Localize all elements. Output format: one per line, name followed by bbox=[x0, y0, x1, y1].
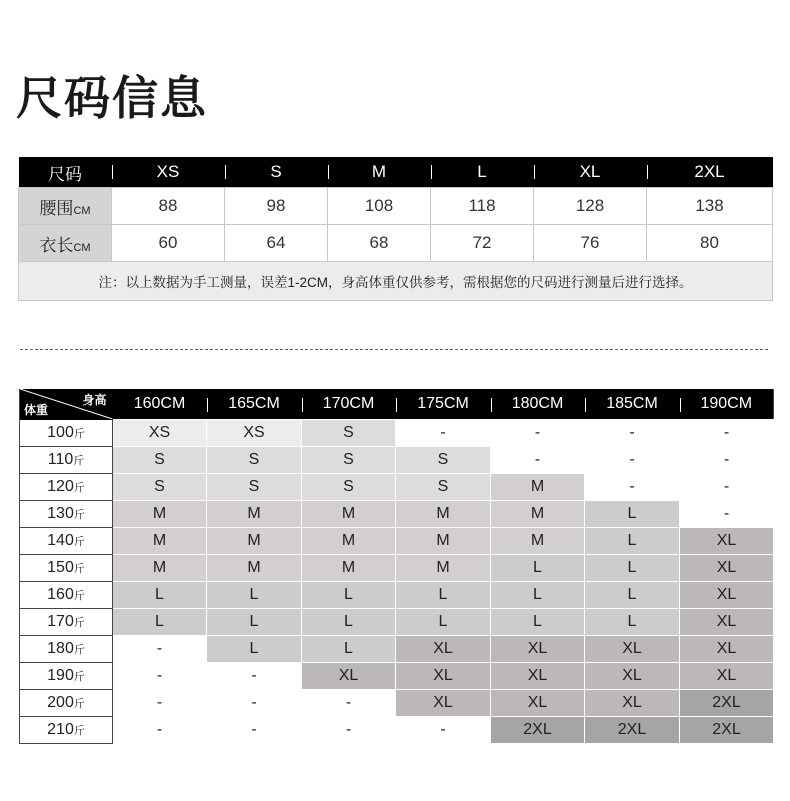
length-value: 60 bbox=[112, 225, 225, 262]
corner-weight-label: 体重 bbox=[24, 403, 49, 418]
size-measurement-table bbox=[18, 157, 773, 301]
size-cell: S bbox=[302, 420, 396, 447]
weight-row bbox=[20, 636, 774, 663]
weight-label: 140斤 bbox=[20, 528, 113, 555]
size-grid bbox=[20, 420, 774, 744]
size-cell: S bbox=[396, 474, 491, 501]
weight-row bbox=[20, 528, 774, 555]
size-cell: - bbox=[585, 420, 680, 447]
size-cell: L bbox=[491, 609, 585, 636]
size-cell: XL bbox=[680, 636, 774, 663]
length-label: 衣长CM bbox=[19, 225, 112, 262]
weight-label: 200斤 bbox=[20, 690, 113, 717]
size-cell: XL bbox=[396, 636, 491, 663]
weight-row bbox=[20, 555, 774, 582]
size-cell: L bbox=[302, 609, 396, 636]
size-cell: XL bbox=[585, 690, 680, 717]
size-cell: S bbox=[302, 474, 396, 501]
size-cell: - bbox=[113, 663, 207, 690]
size-cell: - bbox=[207, 690, 302, 717]
size-cell: L bbox=[396, 582, 491, 609]
header-size-2xl: 2XL bbox=[647, 157, 773, 188]
weight-label: 190斤 bbox=[20, 663, 113, 690]
size-cell: M bbox=[207, 501, 302, 528]
weight-row bbox=[20, 420, 774, 447]
height-185: 185CM bbox=[585, 389, 680, 420]
weight-label: 100斤 bbox=[20, 420, 113, 447]
size-cell: 2XL bbox=[491, 717, 585, 744]
weight-row bbox=[20, 609, 774, 636]
size-cell: XL bbox=[680, 528, 774, 555]
header-size-s: S bbox=[225, 157, 328, 188]
size-cell: XL bbox=[396, 663, 491, 690]
length-value: 64 bbox=[225, 225, 328, 262]
size-header-row bbox=[19, 157, 773, 188]
size-cell: S bbox=[396, 447, 491, 474]
size-cell: L bbox=[585, 582, 680, 609]
size-cell: 2XL bbox=[585, 717, 680, 744]
size-cell: - bbox=[302, 690, 396, 717]
size-cell: - bbox=[207, 717, 302, 744]
size-cell: XL bbox=[396, 690, 491, 717]
header-size-xs: XS bbox=[112, 157, 225, 188]
size-cell: S bbox=[207, 474, 302, 501]
dashed-divider bbox=[20, 349, 768, 350]
size-cell: - bbox=[396, 420, 491, 447]
size-cell: M bbox=[396, 528, 491, 555]
waist-value: 118 bbox=[431, 188, 534, 225]
size-cell: L bbox=[491, 582, 585, 609]
size-cell: S bbox=[302, 447, 396, 474]
size-cell: - bbox=[302, 717, 396, 744]
size-cell: M bbox=[207, 528, 302, 555]
size-cell: XL bbox=[680, 663, 774, 690]
size-cell: M bbox=[396, 501, 491, 528]
size-cell: XL bbox=[680, 609, 774, 636]
size-cell: M bbox=[491, 528, 585, 555]
corner-height-label: 身高 bbox=[82, 393, 107, 408]
weight-row bbox=[20, 501, 774, 528]
size-cell: L bbox=[113, 582, 207, 609]
size-cell: L bbox=[585, 528, 680, 555]
weight-row bbox=[20, 582, 774, 609]
size-cell: M bbox=[113, 555, 207, 582]
waist-value: 88 bbox=[112, 188, 225, 225]
size-cell: XL bbox=[680, 582, 774, 609]
size-cell: M bbox=[207, 555, 302, 582]
size-cell: - bbox=[113, 690, 207, 717]
size-cell: L bbox=[113, 609, 207, 636]
size-cell: - bbox=[396, 717, 491, 744]
size-cell: L bbox=[491, 555, 585, 582]
height-header-row bbox=[20, 389, 774, 420]
corner-cell bbox=[20, 389, 113, 420]
height-160: 160CM bbox=[113, 389, 207, 420]
height-180: 180CM bbox=[491, 389, 585, 420]
size-cell: L bbox=[302, 636, 396, 663]
size-cell: M bbox=[302, 528, 396, 555]
note-row bbox=[19, 262, 773, 301]
header-size-xl: XL bbox=[534, 157, 647, 188]
size-cell: - bbox=[491, 420, 585, 447]
weight-row bbox=[20, 690, 774, 717]
header-size-l: L bbox=[431, 157, 534, 188]
size-cell: - bbox=[680, 474, 774, 501]
measurement-note: 注：以上数据为手工测量，误差1-2CM，身高体重仅供参考，需根据您的尺码进行测量后进行选择。 bbox=[19, 262, 773, 301]
waist-value: 98 bbox=[225, 188, 328, 225]
weight-label: 150斤 bbox=[20, 555, 113, 582]
size-cell: 2XL bbox=[680, 690, 774, 717]
weight-row bbox=[20, 447, 774, 474]
weight-label: 120斤 bbox=[20, 474, 113, 501]
length-row bbox=[19, 225, 773, 262]
size-cell: M bbox=[302, 501, 396, 528]
size-cell: XL bbox=[680, 555, 774, 582]
height-165: 165CM bbox=[207, 389, 302, 420]
weight-label: 210斤 bbox=[20, 717, 113, 744]
size-cell: L bbox=[207, 636, 302, 663]
size-cell: XL bbox=[302, 663, 396, 690]
size-cell: M bbox=[113, 528, 207, 555]
size-cell: M bbox=[113, 501, 207, 528]
waist-value: 108 bbox=[328, 188, 431, 225]
size-cell: XL bbox=[491, 636, 585, 663]
size-cell: - bbox=[680, 447, 774, 474]
size-cell: XL bbox=[491, 663, 585, 690]
size-cell: - bbox=[207, 663, 302, 690]
waist-value: 128 bbox=[534, 188, 647, 225]
size-cell: S bbox=[113, 447, 207, 474]
height-weight-size-table bbox=[19, 389, 774, 744]
length-value: 68 bbox=[328, 225, 431, 262]
height-175: 175CM bbox=[396, 389, 491, 420]
waist-label: 腰围CM bbox=[19, 188, 112, 225]
header-size-m: M bbox=[328, 157, 431, 188]
size-cell: S bbox=[113, 474, 207, 501]
weight-label: 180斤 bbox=[20, 636, 113, 663]
weight-label: 110斤 bbox=[20, 447, 113, 474]
size-cell: L bbox=[585, 501, 680, 528]
size-cell: L bbox=[585, 555, 680, 582]
weight-label: 170斤 bbox=[20, 609, 113, 636]
waist-row bbox=[19, 188, 773, 225]
size-cell: L bbox=[207, 582, 302, 609]
size-cell: L bbox=[302, 582, 396, 609]
size-cell: XS bbox=[207, 420, 302, 447]
size-cell: 2XL bbox=[680, 717, 774, 744]
size-cell: M bbox=[396, 555, 491, 582]
waist-value: 138 bbox=[647, 188, 773, 225]
header-size-label: 尺码 bbox=[19, 157, 112, 188]
size-cell: - bbox=[585, 447, 680, 474]
page-title: 尺码信息 bbox=[16, 71, 208, 125]
size-cell: XL bbox=[585, 663, 680, 690]
size-cell: XL bbox=[585, 636, 680, 663]
weight-row bbox=[20, 474, 774, 501]
size-cell: - bbox=[113, 717, 207, 744]
size-cell: XS bbox=[113, 420, 207, 447]
weight-label: 160斤 bbox=[20, 582, 113, 609]
height-190: 190CM bbox=[680, 389, 774, 420]
size-cell: M bbox=[302, 555, 396, 582]
length-value: 76 bbox=[534, 225, 647, 262]
size-cell: - bbox=[680, 501, 774, 528]
size-cell: - bbox=[113, 636, 207, 663]
size-cell: L bbox=[396, 609, 491, 636]
size-cell: S bbox=[207, 447, 302, 474]
height-170: 170CM bbox=[302, 389, 396, 420]
weight-label: 130斤 bbox=[20, 501, 113, 528]
weight-row bbox=[20, 717, 774, 744]
weight-row bbox=[20, 663, 774, 690]
size-cell: - bbox=[680, 420, 774, 447]
size-cell: - bbox=[491, 447, 585, 474]
size-cell: - bbox=[585, 474, 680, 501]
size-cell: M bbox=[491, 501, 585, 528]
length-value: 80 bbox=[647, 225, 773, 262]
size-cell: M bbox=[491, 474, 585, 501]
length-value: 72 bbox=[431, 225, 534, 262]
size-cell: XL bbox=[491, 690, 585, 717]
size-cell: L bbox=[585, 609, 680, 636]
size-cell: L bbox=[207, 609, 302, 636]
